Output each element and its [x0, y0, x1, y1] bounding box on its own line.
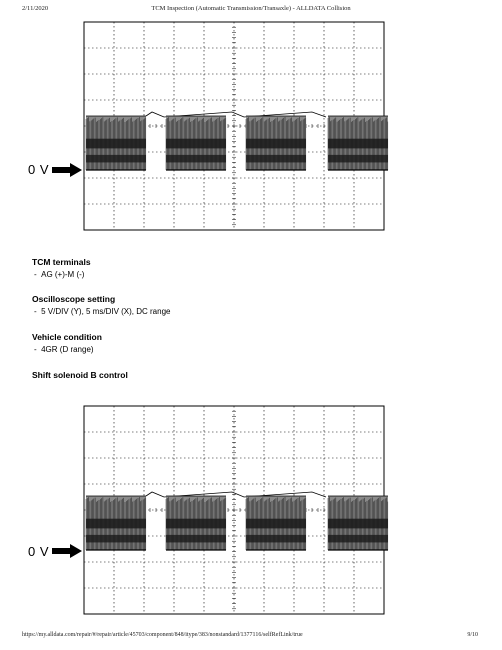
print-title: TCM Inspection (Automatic Transmission/Transaxle) - ALLDATA Collision	[151, 5, 351, 12]
waveform-graph	[80, 20, 392, 232]
section-title: Oscilloscope setting	[32, 294, 116, 304]
page-number: 9/10	[467, 632, 478, 638]
arrow-right-icon	[52, 544, 82, 558]
section-item: - AG (+)-M (-)	[34, 270, 85, 279]
oscilloscope-waveform-top	[80, 20, 392, 232]
section-oscilloscope-setting	[32, 294, 170, 316]
section-title: TCM terminals	[32, 257, 91, 267]
section-item: - 4GR (D range)	[34, 345, 94, 354]
section-vehicle-condition	[32, 332, 102, 354]
section-shift-solenoid-b	[32, 370, 128, 380]
oscilloscope-waveform-bottom	[80, 404, 392, 616]
section-item: - 5 V/DIV (Y), 5 ms/DIV (X), DC range	[34, 307, 171, 316]
zero-volt-label: 0 V	[28, 544, 50, 559]
arrow-right-icon	[52, 163, 82, 177]
zero-volt-label: 0 V	[28, 162, 50, 177]
print-date: 2/11/2020	[22, 5, 49, 12]
print-url: https://my.alldata.com/repair/#/repair/article/45703/component/848/itype/383/nonstandard/1377116/selfRefLink/true	[22, 632, 303, 638]
section-title: Vehicle condition	[32, 332, 102, 342]
section-tcm-terminals	[32, 257, 91, 279]
section-title: Shift solenoid B control	[32, 370, 128, 380]
waveform-graph	[80, 404, 392, 616]
